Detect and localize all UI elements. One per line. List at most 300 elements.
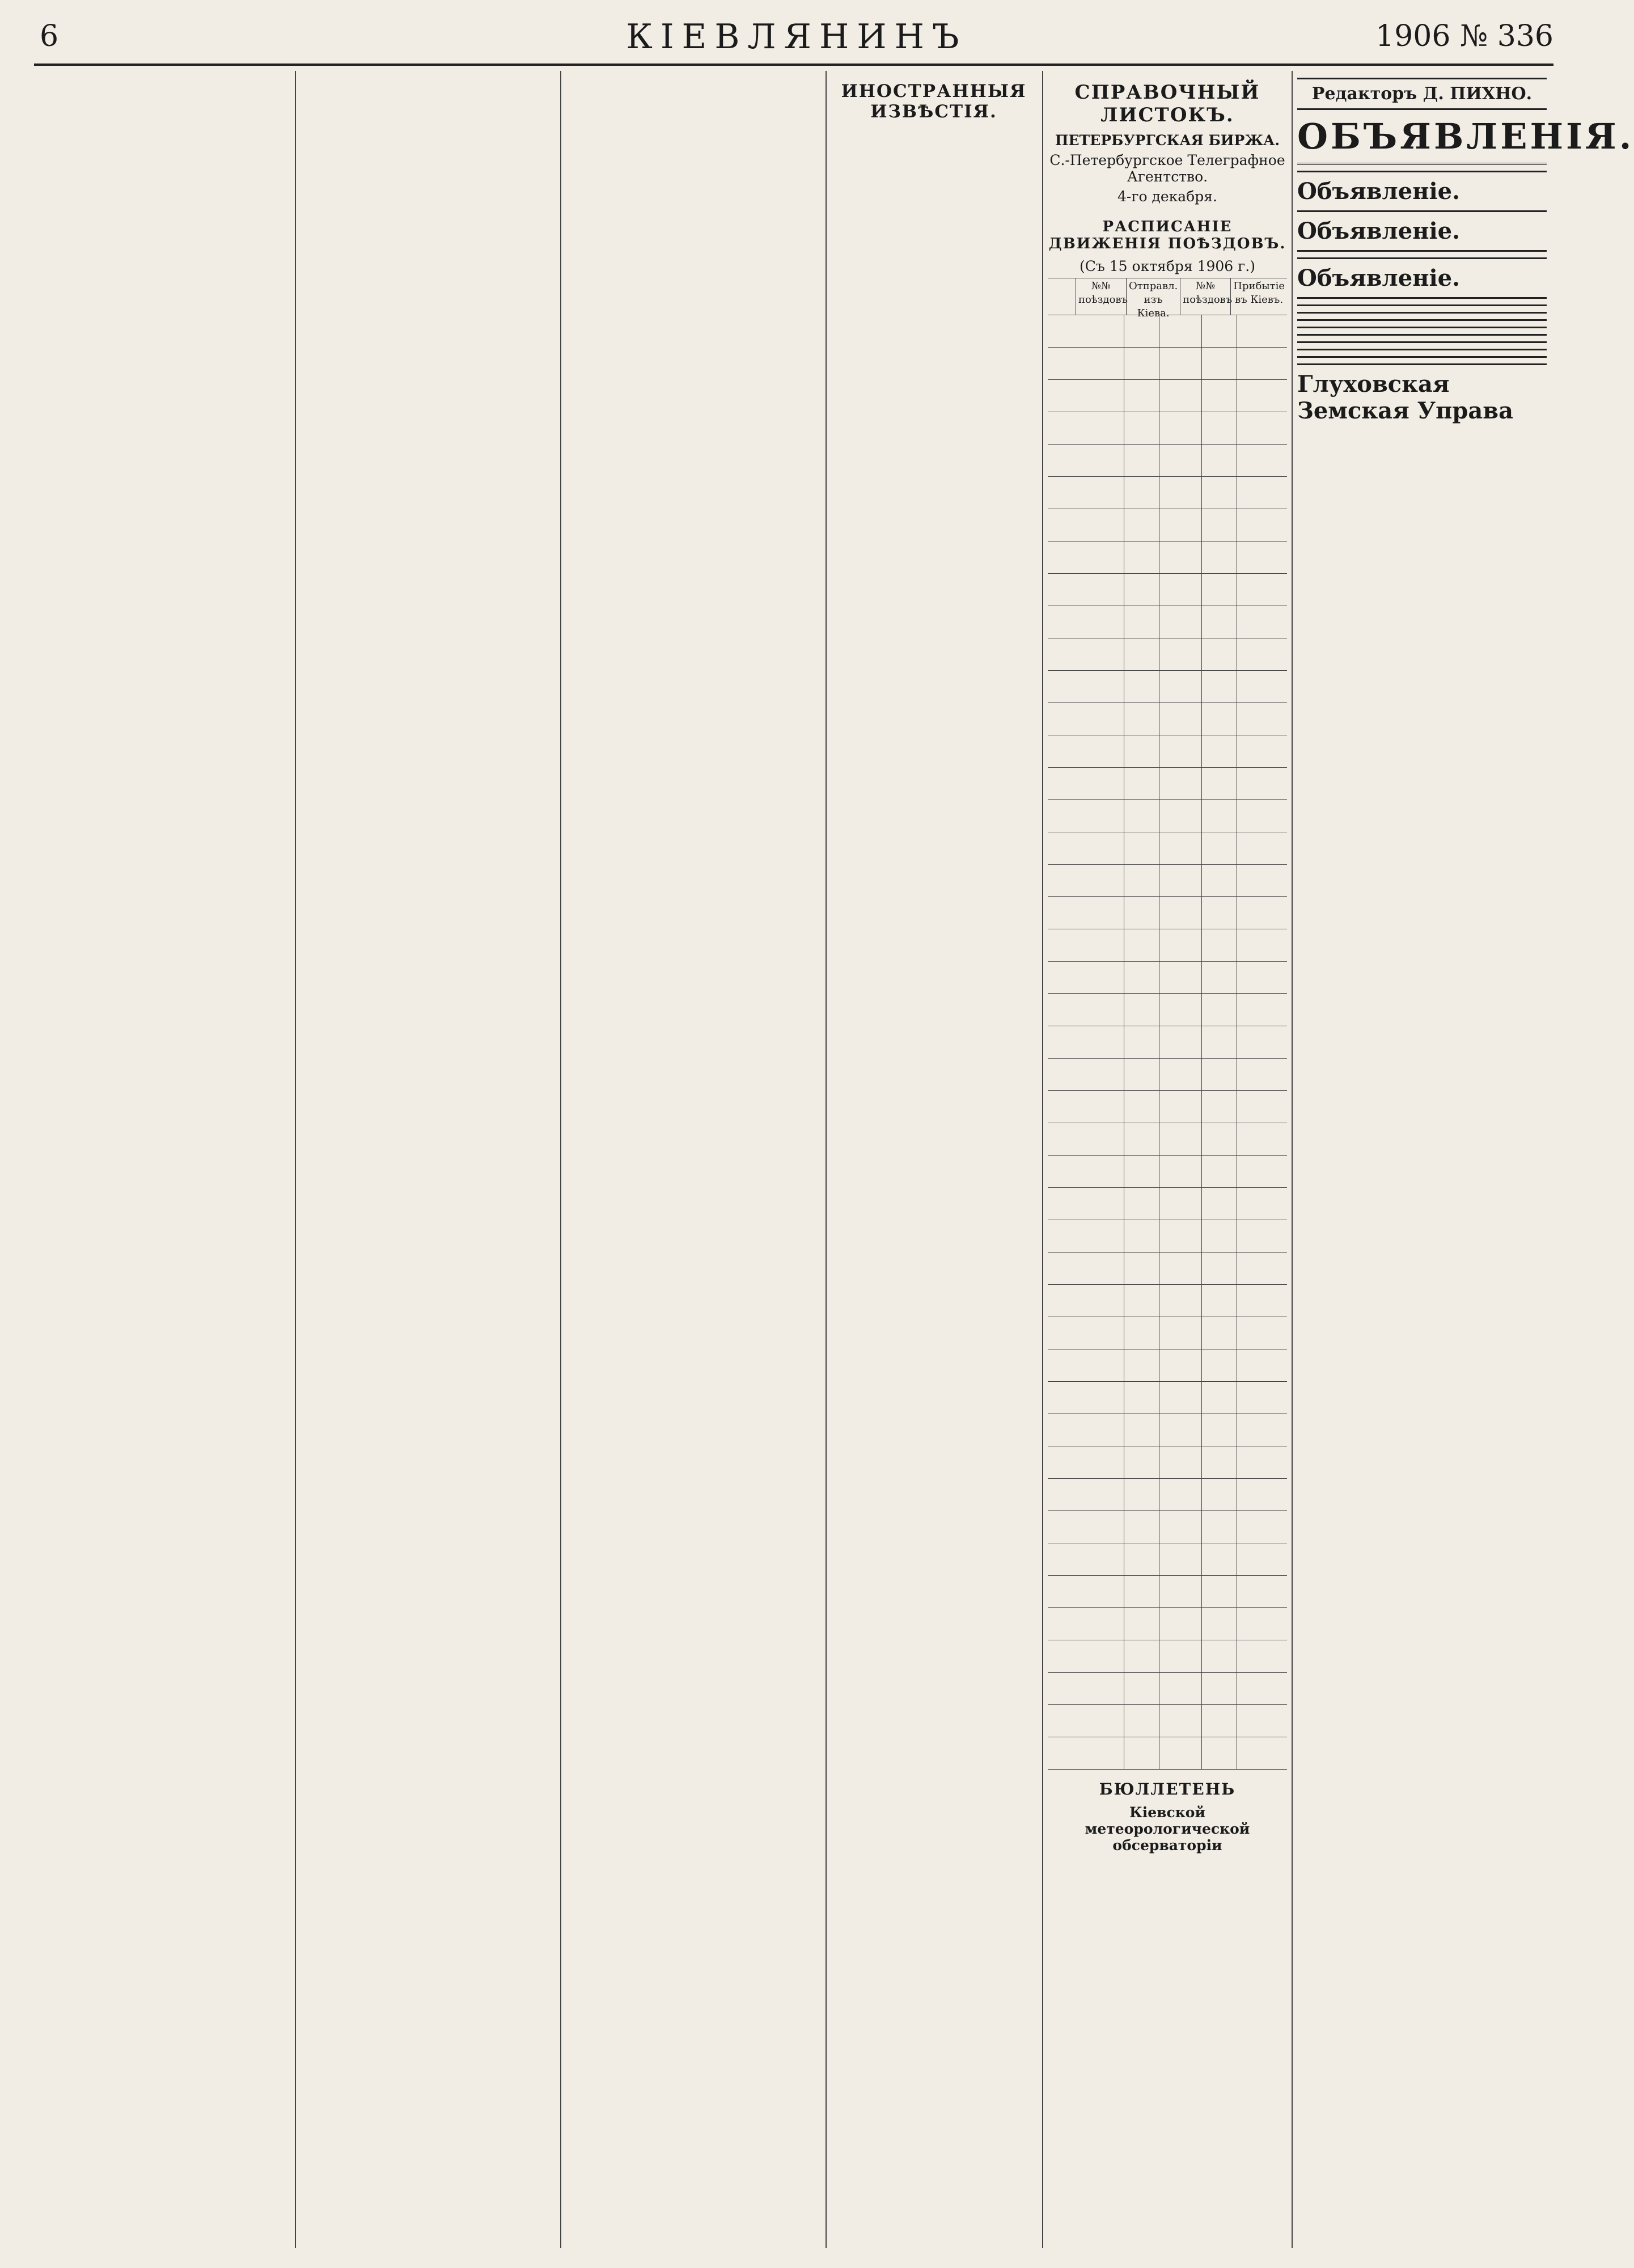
schedule-train-number [1124, 735, 1159, 767]
schedule-row [1048, 1058, 1287, 1090]
telegraph-agency: С.-Петербургское Телеграфное Агентство. [1049, 152, 1285, 185]
schedule-row [1048, 1737, 1287, 1769]
schedule-row [1048, 1478, 1287, 1510]
schedule-train-number [1201, 1059, 1237, 1090]
exchange-heading: ПЕТЕРБУРГСКАЯ БИРЖА. [1055, 132, 1280, 149]
schedule-departure [1159, 348, 1201, 379]
ad-divider [1297, 356, 1547, 358]
schedule-row [1048, 573, 1287, 606]
schedule-train-number [1201, 1737, 1237, 1769]
schedule-train-number [1124, 1156, 1159, 1187]
schedule-arrival [1237, 703, 1287, 735]
schedule-train-number [1201, 671, 1237, 703]
schedule-train-number [1201, 1446, 1237, 1478]
ad-divider [1297, 210, 1547, 212]
schedule-train-number [1124, 1285, 1159, 1317]
schedule-train-number [1201, 897, 1237, 929]
schedule-departure [1159, 509, 1201, 541]
schedule-arrival [1237, 1188, 1287, 1220]
schedule-arrival [1237, 412, 1287, 444]
schedule-row [1048, 929, 1287, 961]
schedule-route [1048, 1349, 1124, 1381]
schedule-row [1048, 541, 1287, 573]
bulletin-subheading: Кіевской метеорологической обсерваторіи [1085, 1804, 1250, 1854]
schedule-train-number [1124, 606, 1159, 638]
schedule-arrival [1237, 1608, 1287, 1640]
schedule-route [1048, 929, 1124, 961]
schedule-arrival [1237, 1673, 1287, 1704]
schedule-train-number [1124, 1382, 1159, 1414]
schedule-train-number [1124, 1123, 1159, 1155]
schedule-row [1048, 703, 1287, 735]
schedule-train-number [1201, 1156, 1237, 1187]
schedule-train-number [1201, 1253, 1237, 1284]
schedule-arrival [1237, 1382, 1287, 1414]
schedule-route [1048, 477, 1124, 509]
schedule-departure [1159, 929, 1201, 961]
schedule-train-number [1124, 1446, 1159, 1478]
schedule-row [1048, 799, 1287, 832]
schedule-row [1048, 1543, 1287, 1575]
schedule-train-number [1124, 412, 1159, 444]
schedule-row [1048, 993, 1287, 1026]
schedule-train-number [1124, 1059, 1159, 1090]
schedule-train-number [1124, 477, 1159, 509]
schedule-route [1048, 832, 1124, 864]
schedule-train-number [1201, 1673, 1237, 1704]
schedule-departure [1159, 1479, 1201, 1510]
header-rule [34, 64, 1553, 66]
schedule-header-row [1048, 278, 1287, 319]
schedule-departure [1159, 1705, 1201, 1737]
schedule-train-number [1124, 1317, 1159, 1349]
ad-divider [1297, 327, 1547, 328]
schedule-train-number [1124, 1576, 1159, 1607]
schedule-row [1048, 1414, 1287, 1446]
schedule-train-number [1124, 1737, 1159, 1769]
newspaper-title: КІЕВЛЯНИНЪ [626, 17, 967, 57]
schedule-train-number [1124, 800, 1159, 832]
schedule-departure [1159, 994, 1201, 1026]
schedule-arrival [1237, 348, 1287, 379]
schedule-train-number [1201, 1026, 1237, 1058]
schedule-train-number [1124, 380, 1159, 412]
schedule-departure [1159, 1059, 1201, 1090]
schedule-train-number [1201, 1576, 1237, 1607]
schedule-train-number [1201, 735, 1237, 767]
schedule-route [1048, 380, 1124, 412]
schedule-arrival [1237, 541, 1287, 573]
schedule-departure [1159, 574, 1201, 606]
schedule-departure [1159, 1673, 1201, 1704]
schedule-train-number [1124, 671, 1159, 703]
schedule-arrival [1237, 832, 1287, 864]
schedule-route [1048, 1253, 1124, 1284]
schedule-route [1048, 412, 1124, 444]
schedule-arrival [1237, 1349, 1287, 1381]
schedule-train-number [1201, 509, 1237, 541]
schedule-route [1048, 445, 1124, 476]
schedule-train-number [1201, 768, 1237, 799]
schedule-arrival [1237, 477, 1287, 509]
schedule-arrival [1237, 606, 1287, 638]
schedule-train-number [1124, 1414, 1159, 1446]
schedule-row [1048, 1155, 1287, 1187]
schedule-row [1048, 1123, 1287, 1155]
schedule-arrival [1237, 1511, 1287, 1543]
schedule-train-number [1201, 606, 1237, 638]
ad-divider [1297, 341, 1547, 343]
schedule-row [1048, 1672, 1287, 1704]
schedule-route [1048, 1123, 1124, 1155]
schedule-train-number [1124, 638, 1159, 670]
schedule-departure [1159, 1608, 1201, 1640]
schedule-arrival [1237, 1123, 1287, 1155]
train-schedule-table [1048, 278, 1287, 1770]
schedule-train-number [1201, 1285, 1237, 1317]
ad-divider [1297, 257, 1547, 259]
schedule-route [1048, 315, 1124, 347]
schedule-train-number [1201, 800, 1237, 832]
advertisements-column [1297, 71, 1634, 2248]
schedule-train-number [1201, 1382, 1237, 1414]
schedule-arrival [1237, 315, 1287, 347]
schedule-arrival [1237, 768, 1287, 799]
schedule-train-number [1201, 1543, 1237, 1575]
reference-heading: СПРАВОЧНЫЙ ЛИСТОКЪ. [1074, 81, 1260, 126]
schedule-row [1048, 1220, 1287, 1252]
schedule-route [1048, 1576, 1124, 1607]
schedule-row [1048, 1510, 1287, 1543]
schedule-row [1048, 476, 1287, 509]
schedule-departure [1159, 1123, 1201, 1155]
schedule-arrival [1237, 1285, 1287, 1317]
schedule-departure [1159, 1382, 1201, 1414]
ad-heading: Объявленіе. [1297, 218, 1461, 244]
schedule-train-number [1124, 865, 1159, 896]
schedule-row [1048, 961, 1287, 993]
column-divider [826, 71, 827, 2248]
schedule-route [1048, 994, 1124, 1026]
schedule-route [1048, 1156, 1124, 1187]
schedule-departure [1159, 897, 1201, 929]
ad-divider [1297, 349, 1547, 350]
schedule-route [1048, 1705, 1124, 1737]
schedule-heading: РАСПИСАНІЕ ДВИЖЕНІЯ ПОѢЗДОВЪ. [1048, 218, 1286, 252]
news-column-5 [1048, 71, 1287, 2248]
schedule-train-number [1201, 832, 1237, 864]
schedule-header-arrival: Прибытіе въ Кіевъ. [1230, 278, 1287, 315]
issue-number: 1906 № 336 [1375, 19, 1553, 53]
schedule-route [1048, 1543, 1124, 1575]
schedule-row [1048, 1704, 1287, 1737]
schedule-row [1048, 638, 1287, 670]
schedule-arrival [1237, 1253, 1287, 1284]
schedule-departure [1159, 445, 1201, 476]
ad-divider [1297, 297, 1547, 299]
schedule-departure [1159, 315, 1201, 347]
schedule-departure [1159, 962, 1201, 993]
schedule-arrival [1237, 638, 1287, 670]
masthead [40, 17, 1553, 62]
schedule-row [1048, 412, 1287, 444]
ad-divider [1297, 171, 1547, 172]
schedule-route [1048, 1414, 1124, 1446]
ad-heading: Объявленіе. [1297, 178, 1461, 205]
schedule-route [1048, 962, 1124, 993]
column-divider [1042, 71, 1043, 2248]
schedule-route [1048, 735, 1124, 767]
schedule-route [1048, 1285, 1124, 1317]
schedule-train-number [1201, 703, 1237, 735]
schedule-departure [1159, 541, 1201, 573]
schedule-train-number [1124, 509, 1159, 541]
schedule-row [1048, 767, 1287, 799]
schedule-train-number [1124, 574, 1159, 606]
schedule-train-number [1201, 315, 1237, 347]
schedule-arrival [1237, 671, 1287, 703]
schedule-row [1048, 896, 1287, 929]
schedule-arrival [1237, 1317, 1287, 1349]
schedule-route [1048, 800, 1124, 832]
schedule-train-number [1124, 1188, 1159, 1220]
schedule-departure [1159, 412, 1201, 444]
schedule-train-number [1201, 348, 1237, 379]
schedule-train-number [1201, 1414, 1237, 1446]
schedule-departure [1159, 1317, 1201, 1349]
schedule-train-number [1124, 1479, 1159, 1510]
schedule-arrival [1237, 1156, 1287, 1187]
schedule-departure [1159, 800, 1201, 832]
schedule-departure [1159, 1091, 1201, 1123]
schedule-route [1048, 1220, 1124, 1252]
column-divider [560, 71, 561, 2248]
schedule-row [1048, 1284, 1287, 1317]
page-number: 6 [40, 19, 59, 53]
schedule-subheading: (Съ 15 октября 1906 г.) [1080, 258, 1255, 274]
schedule-arrival [1237, 1220, 1287, 1252]
ad-divider [1297, 250, 1547, 252]
schedule-train-number [1201, 1220, 1237, 1252]
schedule-arrival [1237, 1640, 1287, 1672]
schedule-train-number [1201, 1349, 1237, 1381]
schedule-departure [1159, 1640, 1201, 1672]
schedule-route [1048, 1737, 1124, 1769]
schedule-train-number [1201, 1317, 1237, 1349]
schedule-train-number [1201, 1608, 1237, 1640]
schedule-departure [1159, 1285, 1201, 1317]
schedule-departure [1159, 638, 1201, 670]
schedule-route [1048, 1479, 1124, 1510]
schedule-row [1048, 1575, 1287, 1607]
schedule-arrival [1237, 1737, 1287, 1769]
schedule-train-number [1201, 445, 1237, 476]
schedule-train-number [1124, 348, 1159, 379]
ad-divider [1297, 319, 1547, 321]
foreign-news-heading: ИНОСТРАННЫЯ ИЗВѢСТІЯ. [841, 81, 1027, 122]
schedule-train-number [1201, 477, 1237, 509]
schedule-header-number: №№ поѣздовъ [1076, 278, 1126, 315]
schedule-route [1048, 1511, 1124, 1543]
schedule-header-number: №№ поѣздовъ [1180, 278, 1230, 315]
schedule-train-number [1201, 1188, 1237, 1220]
schedule-row [1048, 832, 1287, 864]
schedule-arrival [1237, 1026, 1287, 1058]
schedule-row [1048, 1090, 1287, 1123]
schedule-departure [1159, 380, 1201, 412]
schedule-departure [1159, 1543, 1201, 1575]
schedule-train-number [1201, 1705, 1237, 1737]
schedule-row [1048, 1026, 1287, 1058]
schedule-departure [1159, 832, 1201, 864]
schedule-arrival [1237, 897, 1287, 929]
schedule-route [1048, 768, 1124, 799]
schedule-train-number [1124, 1511, 1159, 1543]
schedule-header-departure: Отправл. изъ Кіева. [1126, 278, 1180, 315]
schedule-arrival [1237, 1543, 1287, 1575]
schedule-train-number [1124, 445, 1159, 476]
schedule-train-number [1201, 994, 1237, 1026]
exchange-date: 4-го декабря. [1117, 188, 1217, 205]
schedule-row [1048, 1607, 1287, 1640]
schedule-arrival [1237, 1446, 1287, 1478]
schedule-train-number [1124, 994, 1159, 1026]
schedule-departure [1159, 1446, 1201, 1478]
schedule-arrival [1237, 962, 1287, 993]
schedule-row [1048, 864, 1287, 896]
schedule-train-number [1201, 962, 1237, 993]
schedule-route [1048, 1382, 1124, 1414]
schedule-train-number [1124, 703, 1159, 735]
schedule-departure [1159, 671, 1201, 703]
ad-heading: Объявленіе. [1297, 265, 1461, 291]
schedule-route [1048, 509, 1124, 541]
advertisements-heading: ОБЪЯВЛЕНІЯ. [1297, 112, 1547, 165]
schedule-train-number [1124, 1640, 1159, 1672]
schedule-route [1048, 1446, 1124, 1478]
schedule-arrival [1237, 1414, 1287, 1446]
schedule-arrival [1237, 1091, 1287, 1123]
schedule-train-number [1124, 897, 1159, 929]
column-divider [295, 71, 296, 2248]
schedule-departure [1159, 1511, 1201, 1543]
schedule-train-number [1201, 1640, 1237, 1672]
schedule-train-number [1201, 865, 1237, 896]
schedule-route [1048, 897, 1124, 929]
schedule-train-number [1124, 1608, 1159, 1640]
schedule-train-number [1124, 962, 1159, 993]
news-column-4 [831, 71, 1036, 2248]
schedule-departure [1159, 1220, 1201, 1252]
schedule-route [1048, 1608, 1124, 1640]
ad-heading: Глуховская Земская Управа [1297, 371, 1514, 424]
news-column-1 [50, 71, 289, 2248]
schedule-train-number [1201, 412, 1237, 444]
schedule-train-number [1201, 638, 1237, 670]
bulletin-heading: БЮЛЛЕТЕНЬ [1099, 1780, 1236, 1799]
schedule-train-number [1201, 929, 1237, 961]
schedule-arrival [1237, 445, 1287, 476]
schedule-route [1048, 671, 1124, 703]
schedule-departure [1159, 1188, 1201, 1220]
schedule-train-number [1201, 1511, 1237, 1543]
schedule-arrival [1237, 800, 1287, 832]
schedule-row [1048, 347, 1287, 379]
schedule-route [1048, 1640, 1124, 1672]
schedule-row [1048, 509, 1287, 541]
schedule-departure [1159, 1737, 1201, 1769]
schedule-train-number [1124, 1220, 1159, 1252]
schedule-row [1048, 735, 1287, 767]
schedule-route [1048, 1317, 1124, 1349]
schedule-route [1048, 574, 1124, 606]
schedule-train-number [1124, 1543, 1159, 1575]
schedule-train-number [1201, 1479, 1237, 1510]
schedule-departure [1159, 477, 1201, 509]
schedule-train-number [1201, 541, 1237, 573]
schedule-route [1048, 348, 1124, 379]
schedule-train-number [1124, 1091, 1159, 1123]
schedule-departure [1159, 1156, 1201, 1187]
schedule-row [1048, 1446, 1287, 1478]
schedule-train-number [1124, 1705, 1159, 1737]
editor-line: Редакторъ Д. ПИХНО. [1297, 78, 1547, 110]
schedule-train-number [1124, 1026, 1159, 1058]
schedule-train-number [1124, 768, 1159, 799]
schedule-route [1048, 638, 1124, 670]
ad-divider [1297, 304, 1547, 306]
schedule-route [1048, 1026, 1124, 1058]
ad-divider [1297, 312, 1547, 314]
column-divider [1292, 71, 1293, 2248]
schedule-train-number [1201, 1091, 1237, 1123]
schedule-arrival [1237, 1576, 1287, 1607]
schedule-train-number [1124, 1349, 1159, 1381]
schedule-departure [1159, 768, 1201, 799]
schedule-row [1048, 444, 1287, 476]
schedule-route [1048, 1059, 1124, 1090]
schedule-train-number [1124, 541, 1159, 573]
schedule-row [1048, 1381, 1287, 1414]
schedule-arrival [1237, 865, 1287, 896]
schedule-train-number [1124, 1673, 1159, 1704]
schedule-arrival [1237, 1059, 1287, 1090]
schedule-route [1048, 703, 1124, 735]
schedule-arrival [1237, 929, 1287, 961]
schedule-route [1048, 1673, 1124, 1704]
schedule-route [1048, 1188, 1124, 1220]
news-column-2 [300, 71, 554, 2248]
schedule-arrival [1237, 1705, 1287, 1737]
schedule-departure [1159, 1414, 1201, 1446]
schedule-train-number [1201, 1123, 1237, 1155]
schedule-departure [1159, 1253, 1201, 1284]
ad-divider [1297, 363, 1547, 365]
schedule-row [1048, 1349, 1287, 1381]
schedule-arrival [1237, 735, 1287, 767]
schedule-row [1048, 379, 1287, 412]
news-column-3 [566, 71, 820, 2248]
schedule-departure [1159, 865, 1201, 896]
schedule-row [1048, 1317, 1287, 1349]
ad-divider [1297, 334, 1547, 336]
schedule-route [1048, 1091, 1124, 1123]
schedule-departure [1159, 735, 1201, 767]
schedule-arrival [1237, 1479, 1287, 1510]
schedule-train-number [1201, 574, 1237, 606]
schedule-arrival [1237, 574, 1287, 606]
schedule-route [1048, 541, 1124, 573]
